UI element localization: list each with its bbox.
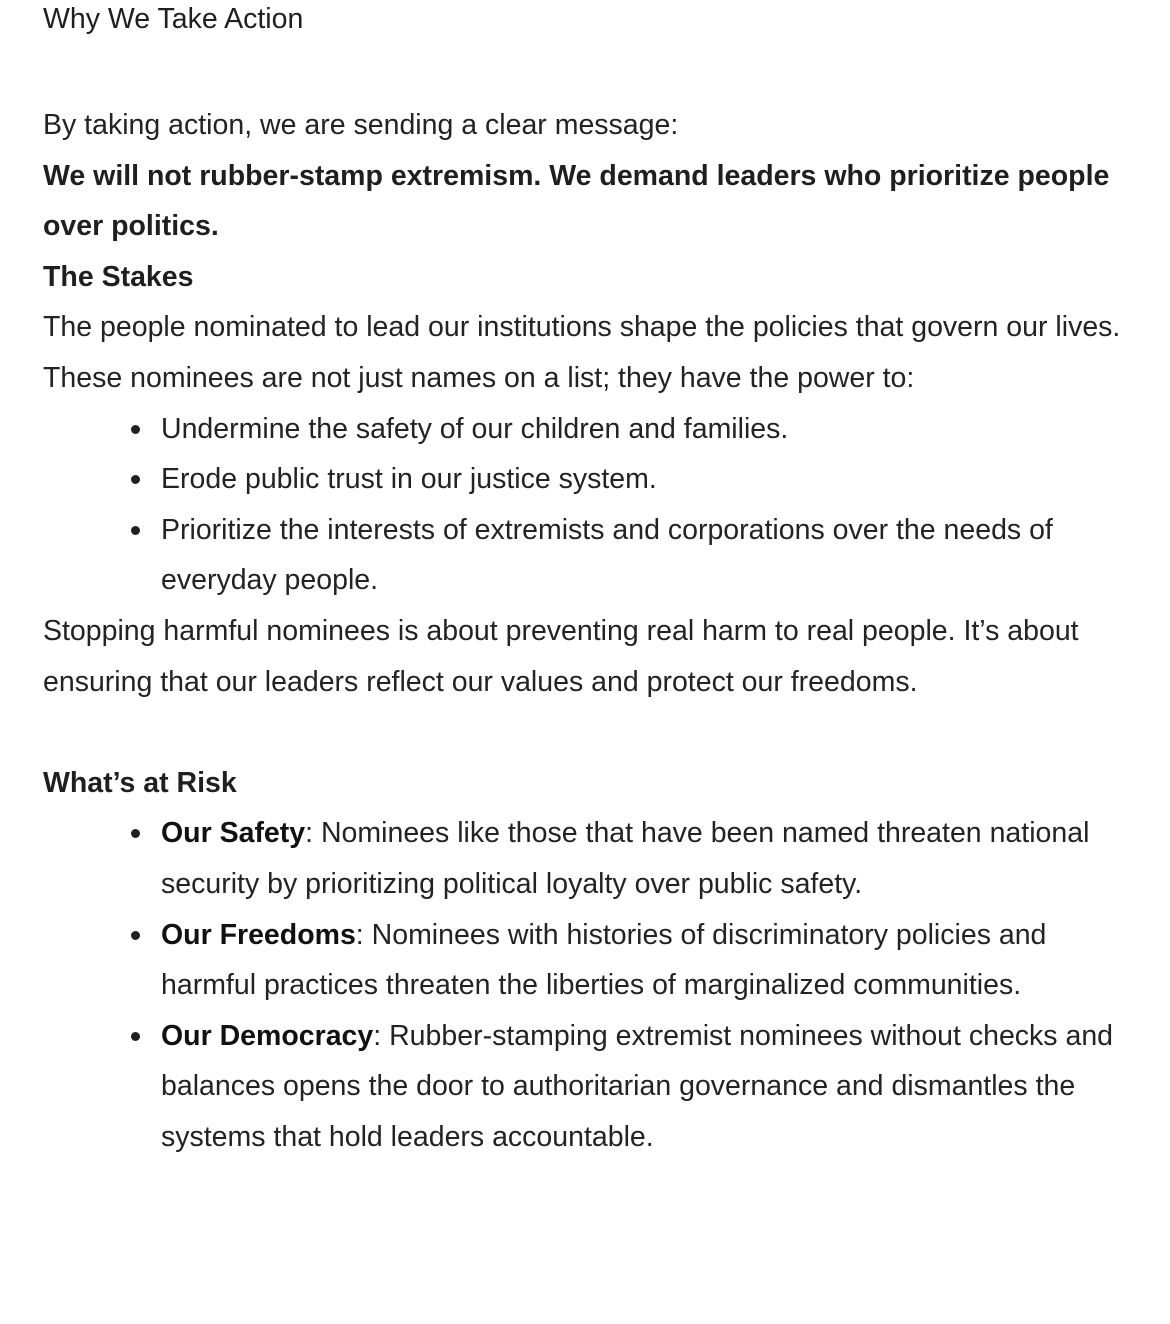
- bullet-icon: [131, 1032, 140, 1041]
- spacer: [43, 38, 1144, 100]
- bullet-icon: [131, 829, 140, 838]
- stakes-heading: The Stakes: [43, 260, 194, 293]
- risk-label-safety: Our Safety: [161, 817, 306, 850]
- list-item: [161, 454, 1144, 505]
- section-title: Why We Take Action: [43, 3, 304, 35]
- list-item-text: Erode public trust in our justice system.: [161, 463, 657, 496]
- risk-label-freedoms: Our Freedoms: [161, 918, 356, 951]
- list-item: [161, 505, 1144, 606]
- list-item: [161, 404, 1144, 455]
- stakes-paragraph: The people nominated to lead our institutions shape the policies that govern our lives. These nominees are not just names on a list; they have the power to:: [43, 311, 1121, 394]
- risk-list: [43, 808, 1144, 1162]
- bullet-icon: [131, 425, 140, 434]
- list-item-text: Prioritize the interests of extremists and corporations over the needs of everyday people.: [161, 513, 1053, 597]
- bullet-icon: [131, 526, 140, 535]
- key-message: We will not rubber-stamp extremism. We demand leaders who prioritize people over politics.: [43, 159, 1110, 243]
- stakes-list: [43, 404, 1144, 606]
- spacer: [43, 707, 1144, 758]
- stakes-closing: Stopping harmful nominees is about preventing real harm to real people. It’s about ensuring that our leaders reflect our values and protect our freedoms.: [43, 614, 1079, 698]
- risk-text-safety: : Nominees like those that have been named threaten national security by prioritizing political loyalty over public safety.: [161, 817, 1090, 900]
- list-item: [161, 1011, 1144, 1163]
- risk-label-democracy: Our Democracy: [161, 1019, 374, 1052]
- bullet-icon: [131, 931, 140, 940]
- risk-text-democracy: : Rubber-stamping extremist nominees without checks and balances opens the door to authoritarian governance and dismantles the systems that hold leaders accountable.: [161, 1019, 1114, 1153]
- risk-text-freedoms: : Nominees with histories of discriminatory policies and harmful practices threaten the liberties of marginalized communities.: [161, 918, 1047, 1002]
- list-item: [161, 910, 1144, 1011]
- risk-heading: What’s at Risk: [43, 766, 237, 799]
- intro-text: By taking action, we are sending a clear message:: [43, 109, 679, 141]
- list-item-text: Undermine the safety of our children and families.: [161, 412, 789, 445]
- list-item: [161, 808, 1144, 909]
- bullet-icon: [131, 475, 140, 484]
